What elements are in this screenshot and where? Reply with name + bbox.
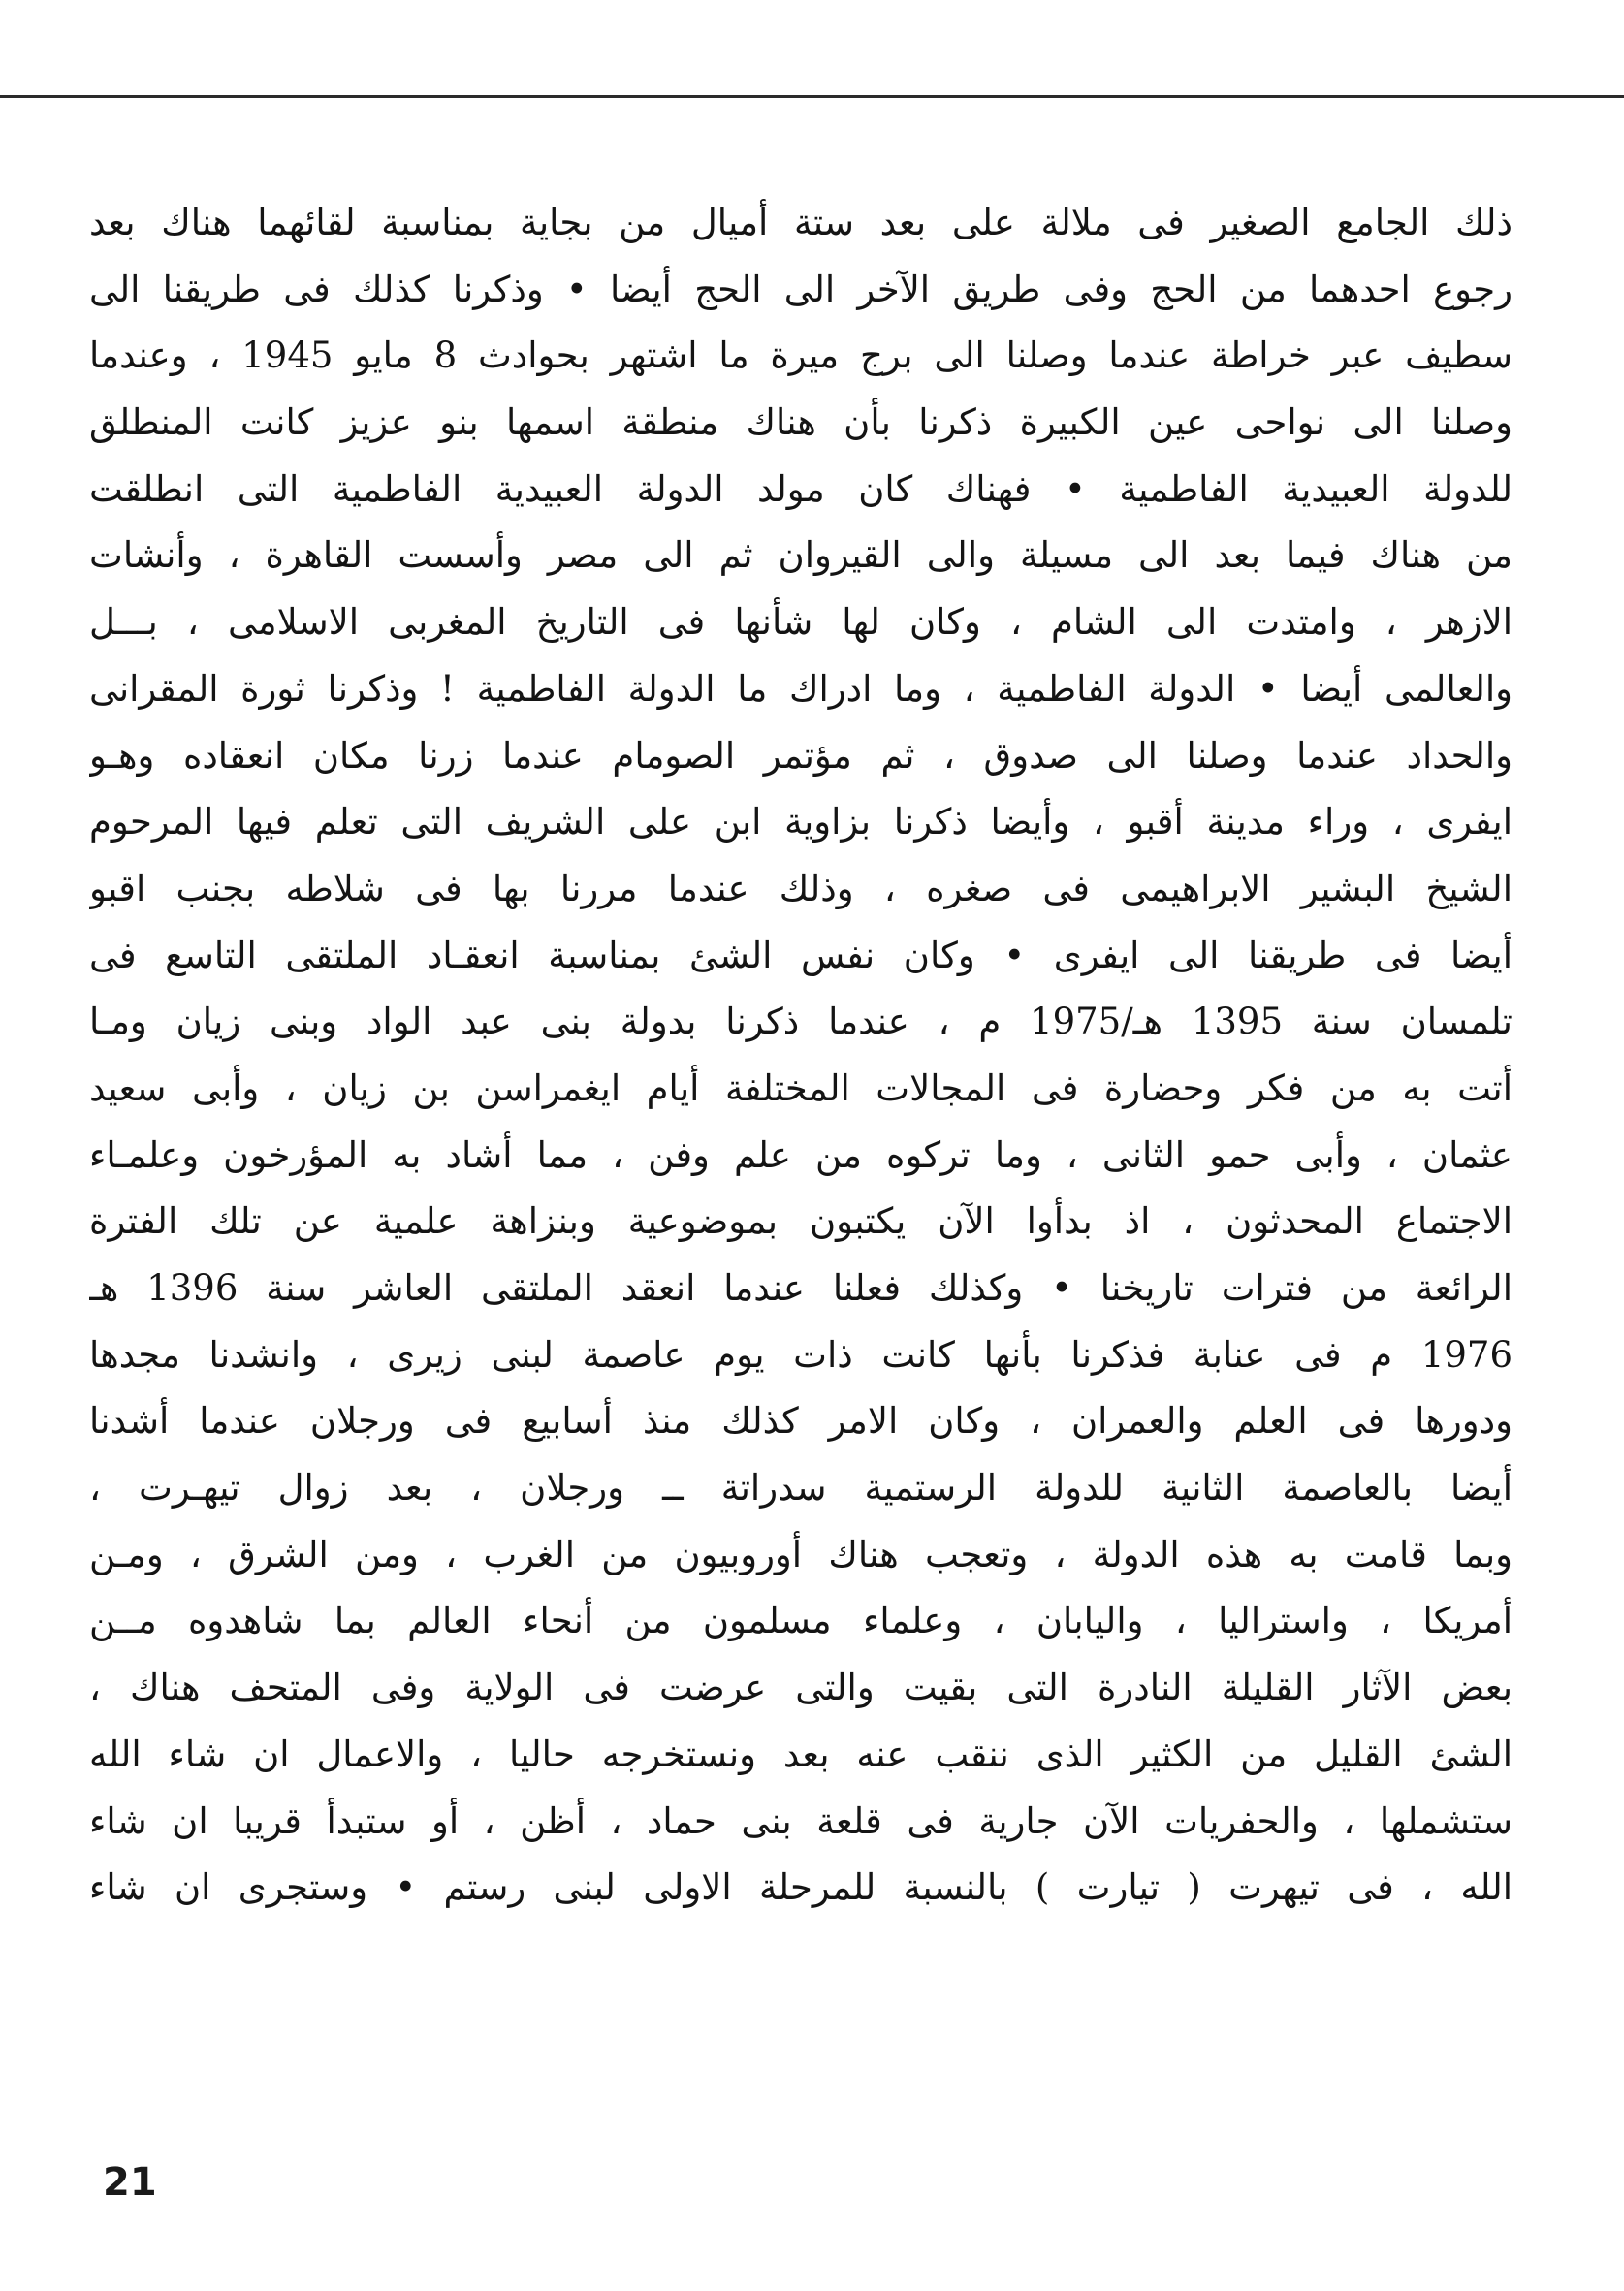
text-line: الشئ القليل من الكثير الذى ننقب عنه بعد ونستخرجه حاليا ، والاعمال ان شاء الله	[89, 1733, 1513, 1775]
page-number: 21	[103, 2160, 157, 2205]
text-line: 1976 م فى عنابة فذكرنا بأنها كانت ذات يوم عاصمة لبنى زيرى ، وانشدنا مجدها	[89, 1333, 1513, 1376]
text-line: ستشملها ، والحفريات الآن جارية فى قلعة بنى حماد ، أظن ، أو ستبدأ قريبا ان شاء	[89, 1799, 1513, 1842]
text-line: والعالمى أيضا • الدولة الفاطمية ، وما ادراك ما الدولة الفاطمية ! وذكرنا ثورة المقرانى	[89, 667, 1513, 710]
text-line: أتت به من فكر وحضارة فى المجالات المختلفة أيام ايغمراسن بن زيان ، وأبى سعيد	[89, 1066, 1513, 1109]
top-rule	[0, 95, 1624, 98]
text-line: عثمان ، وأبى حمو الثانى ، وما تركوه من علم وفن ، مما أشاد به المؤرخون وعلمـاء	[89, 1133, 1513, 1176]
text-line: أيضا فى طريقنا الى ايفرى • وكان نفس الشئ بمناسبة انعقـاد الملتقى التاسع فى	[89, 934, 1513, 976]
text-line: والحداد عندما وصلنا الى صدوق ، ثم مؤتمر الصومام عندما زرنا مكان انعقاده وهـو	[89, 734, 1513, 777]
text-line: الرائعة من فترات تاريخنا • وكذلك فعلنا عندما انعقد الملتقى العاشر سنة 1396 هـ	[89, 1267, 1513, 1309]
text-line: بعض الآثار القليلة النادرة التى بقيت والتى عرضت فى الولاية وفى المتحف هناك ،	[89, 1667, 1513, 1709]
text-line: ودورها فى العلم والعمران ، وكان الامر كذلك منذ أسابيع فى ورجلان عندما أشدنا	[89, 1400, 1513, 1443]
text-line: تلمسان سنة 1395 هـ/1975 م ، عندما ذكرنا بدولة بنى عبد الواد وبنى زيان ومـا	[89, 1001, 1513, 1043]
text-line: وصلنا الى نواحى عين الكبيرة ذكرنا بأن هناك منطقة اسمها بنو عزيز كانت المنطلق	[89, 401, 1513, 444]
text-line: من هناك فيما بعد الى مسيلة والى القيروان ثم الى مصر وأسست القاهرة ، وأنشات	[89, 534, 1513, 577]
text-line: للدولة العبيدية الفاطمية • فهناك كان مولد الدولة العبيدية الفاطمية التى انطلقت	[89, 467, 1513, 510]
text-line: وبما قامت به هذه الدولة ، وتعجب هناك أوروبيون من الغرب ، ومن الشرق ، ومـن	[89, 1533, 1513, 1575]
text-line: الله ، فى تيهرت ( تيارت ) بالنسبة للمرحلة الاولى لبنى رستم • وستجرى ان شاء	[89, 1866, 1513, 1909]
body-text	[89, 190, 1513, 1922]
text-line: الشيخ البشير الابراهيمى فى صغره ، وذلك عندما مررنا بها فى شلاطه بجنب اقبو	[89, 867, 1513, 909]
text-line: رجوع احدهما من الحج وفى طريق الآخر الى الحج أيضا • وذكرنا كذلك فى طريقنا الى	[89, 268, 1513, 310]
text-line: الازهر ، وامتدت الى الشام ، وكان لها شأنها فى التاريخ المغربى الاسلامى ، بـــل	[89, 601, 1513, 644]
text-line: أمريكا ، واستراليا ، واليابان ، وعلماء مسلمون من أنحاء العالم بما شاهدوه مــن	[89, 1600, 1513, 1642]
text-line: سطيف عبر خراطة عندما وصلنا الى برج ميرة ما اشتهر بحوادث 8 مايو 1945 ، وعندما	[89, 334, 1513, 377]
text-line: الاجتماع المحدثون ، اذ بدأوا الآن يكتبون بموضوعية وبنزاهة علمية عن تلك الفترة	[89, 1200, 1513, 1243]
text-line: ذلك الجامع الصغير فى ملالة على بعد ستة أميال من بجاية بمناسبة لقائهما هناك بعد	[89, 202, 1513, 243]
text-line: أيضا بالعاصمة الثانية للدولة الرستمية سدراتة ــ ورجلان ، بعد زوال تيهـرت ،	[89, 1467, 1513, 1510]
text-line: ايفرى ، وراء مدينة أقبو ، وأيضا ذكرنا بزاوية ابن على الشريف التى تعلم فيها المرحوم	[89, 801, 1513, 843]
